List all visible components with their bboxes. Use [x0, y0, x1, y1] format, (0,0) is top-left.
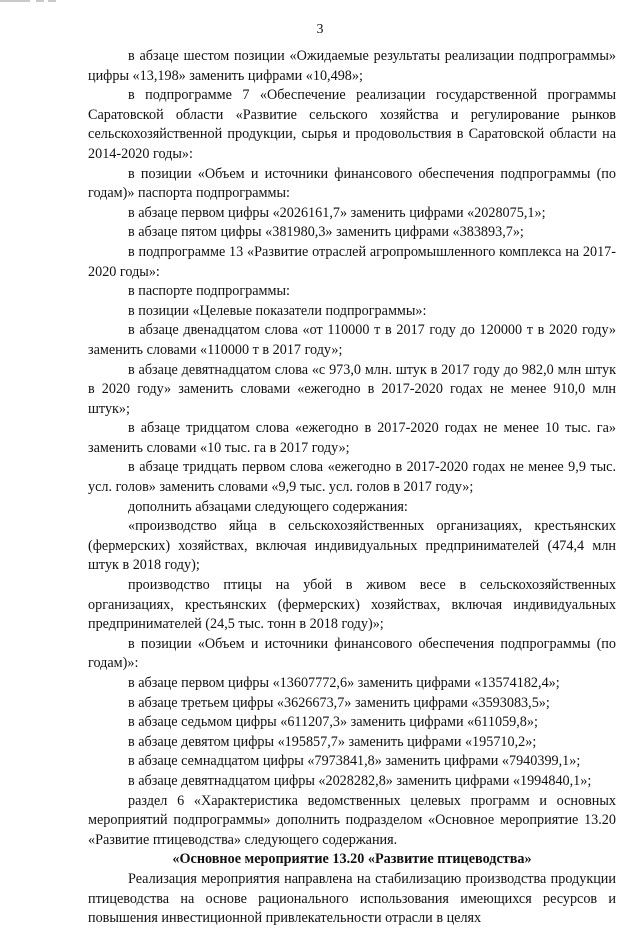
- paragraph: в абзаце седьмом цифры «611207,3» заменить цифрами «611059,8»;: [128, 714, 538, 731]
- paragraph: дополнить абзацами следующего содержания:: [128, 498, 408, 515]
- paragraph: в абзаце девятнадцатом цифры «2028282,8» заменить цифрами «1994840,1»;: [128, 772, 592, 789]
- paragraph: в абзаце девятнадцатом слова «с 973,0 млн. штук в 2017 году до 982,0 млн штук в 2020 году» заменить словами «ежегодно в 2017-2020 годах не менее 910,0 млн штук»;: [88, 361, 616, 417]
- paragraph: в позиции «Объем и источники финансового обеспечения подпрограммы (по годам)» паспорта подпрограммы:: [88, 165, 616, 202]
- paragraph: в абзаце шестом позиции «Ожидаемые результаты реализации подпрограммы» цифры «13,198» заменить цифрами «10,498»;: [88, 48, 616, 84]
- paragraph: раздел 6 «Характеристика ведомственных целевых программ и основных мероприятий подпрограммы» дополнить подразделом «Основное мероприятие 13.20 «Развитие птицеводства» следующего содержания.: [88, 792, 616, 848]
- paragraph: в подпрограмме 7 «Обеспечение реализации государственной программы Саратовской области «Развитие сельского хозяйства и регулирование рынков сельскохозяйственной продукции, сырья и продовольствия в Саратовской области на 2014-2020 годы»:: [88, 87, 616, 162]
- paragraph: в абзаце первом цифры «13607772,6» заменить цифрами «13574182,4»;: [128, 675, 560, 691]
- paragraph: Реализация мероприятия направлена на стабилизацию производства продукции птицеводства на основе рационального использования имеющихся ресурсов и повышения инвестиционной привлекательности отрасли в целях: [88, 870, 616, 927]
- paragraph: в абзаце третьем цифры «3626673,7» заменить цифрами «3593083,5»;: [128, 694, 550, 711]
- paragraph: в паспорте подпрограммы:: [128, 283, 290, 300]
- paragraph: «производство яйца в сельскохозяйственных организациях, крестьянских (фермерских) хозяйствах, включая индивидуальных предпринимателей (474,4 млн штук в 2018 году);: [88, 518, 616, 574]
- section-heading: «Основное мероприятие 13.20 «Развитие птицеводства»: [172, 851, 532, 868]
- paragraph: в абзаце семнадцатом цифры «7973841,8» заменить цифрами «7940399,1»;: [128, 753, 581, 770]
- paragraph: в подпрограмме 13 «Развитие отраслей агропромышленного комплекса на 2017-2020 годы»:: [88, 243, 616, 280]
- document-body: [88, 47, 616, 929]
- page-number: 3: [316, 22, 324, 37]
- paragraph: в абзаце пятом цифры «381980,3» заменить цифрами «383893,7»;: [128, 224, 524, 241]
- scan-artifact: [0, 0, 62, 3]
- paragraph: в абзаце тридцать первом слова «ежегодно в 2017-2020 годах не менее 9,9 тыс. усл. голов» заменить словами «9,9 тыс. усл. голов в 2017 году»;: [88, 459, 616, 496]
- paragraph: в абзаце девятом цифры «195857,7» заменить цифрами «195710,2»;: [128, 733, 537, 750]
- paragraph: в позиции «Объем и источники финансового обеспечения подпрограммы (по годам)»:: [88, 635, 616, 672]
- paragraph: в абзаце тридцатом слова «ежегодно в 2017-2020 годах не менее 10 тыс. га» заменить словами «10 тыс. га в 2017 году»;: [88, 420, 616, 456]
- paragraph: производство птицы на убой в живом весе в сельскохозяйственных организациях, крестьянских (фермерских) хозяйствах, включая индивидуальных предпринимателей (24,5 тыс. тонн в 2018 году)»;: [88, 577, 616, 633]
- paragraph: в абзаце двенадцатом слова «от 110000 т в 2017 году до 120000 т в 2020 году» заменить словами «110000 т в 2017 году»;: [88, 322, 616, 358]
- paragraph: в абзаце первом цифры «2026161,7» заменить цифрами «2028075,1»;: [128, 204, 546, 221]
- paragraph: в позиции «Целевые показатели подпрограммы»:: [128, 302, 427, 319]
